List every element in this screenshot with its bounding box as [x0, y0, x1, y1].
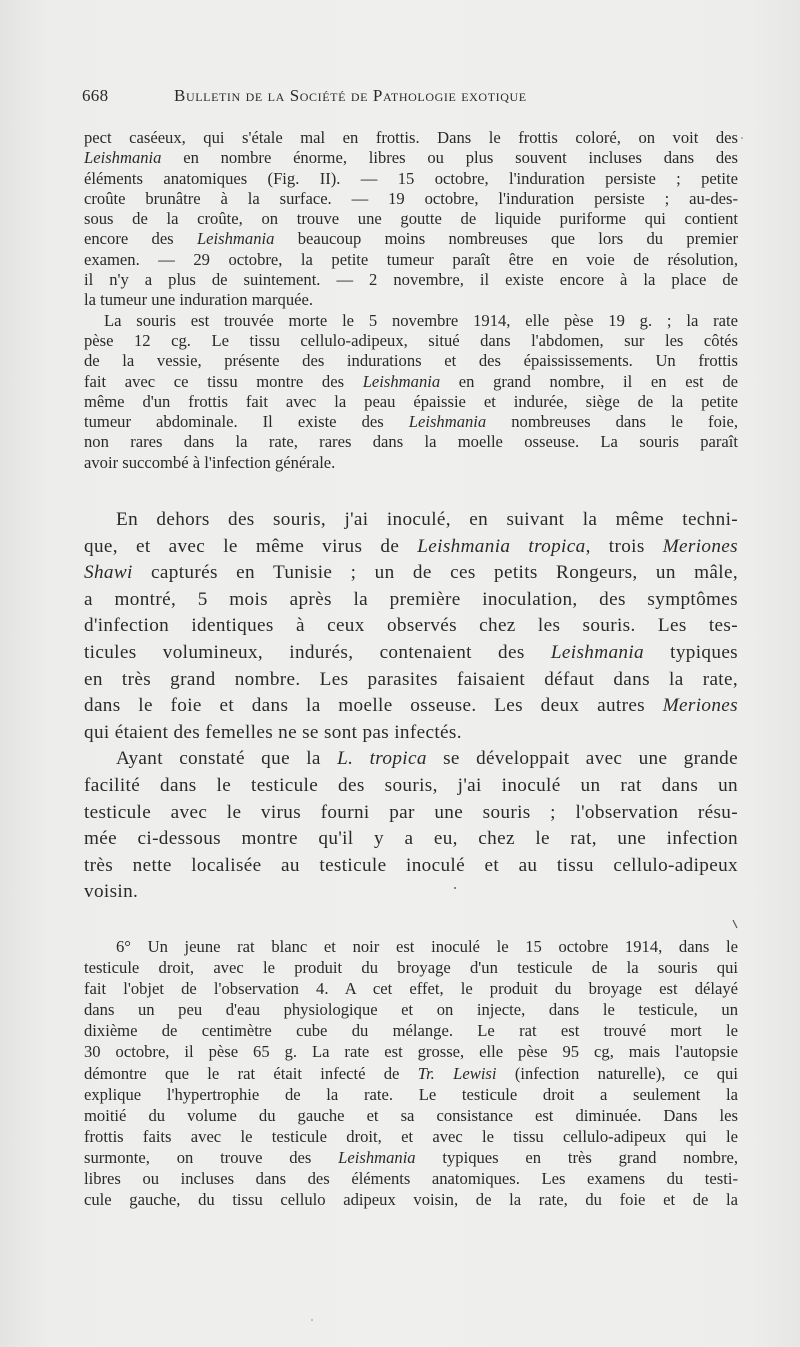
text-run: non rares dans la rate, rares dans la moelle osseuse. La souris paraît	[84, 432, 738, 452]
text-line	[84, 169, 738, 189]
text-line	[84, 667, 738, 694]
text-run: frottis faits avec le testicule droit, et avec le tissu cellulo-adipeux qui le	[84, 1126, 738, 1146]
text-line	[84, 1168, 738, 1189]
text-line	[84, 148, 738, 168]
text-run: la tumeur une induration marquée.	[84, 290, 314, 310]
text-line	[84, 453, 738, 473]
italic-term: Leishmania	[408, 412, 487, 432]
text-run: examen. — 29 octobre, la petite tumeur paraît être en voie de résolution,	[84, 249, 738, 269]
text-run: Ayant constaté que la	[116, 748, 338, 770]
text-run: il n'y a plus de suintement. — 2 novembre, il existe encore à la place de	[84, 270, 738, 290]
text-line	[84, 1189, 738, 1210]
text-line	[84, 693, 738, 720]
text-run: se développait avec une grande	[426, 748, 738, 770]
text-run: éléments anatomiques (Fig. II). — 15 octobre, l'induration persiste ; petite	[84, 168, 738, 188]
text-run: sous de la croûte, on trouve une goutte de liquide puriforme qui contient	[84, 209, 738, 229]
italic-term: Meriones	[662, 695, 738, 717]
italic-term: Leishmania	[196, 229, 275, 249]
text-run: La souris est trouvée morte le 5 novembre 1914, elle pèse 19 g. ; la rate	[104, 310, 738, 330]
text-run: dixième de centimètre cube du mélange. Le rat est trouvé mort le	[84, 1021, 738, 1041]
text-run: en grand nombre, il en est de	[440, 371, 738, 391]
italic-term: Tr. Lewisi	[417, 1063, 497, 1083]
text-line	[84, 587, 738, 614]
italic-term: Leishmania tropica	[417, 535, 586, 557]
text-run: fait l'objet de l'observation 4. A cet effet, le produit du broyage est délayé	[84, 979, 738, 999]
italic-term: Leishmania	[550, 641, 644, 663]
text-run: pect caséeux, qui s'étale mal en frottis. Dans le frottis coloré, on voit des	[84, 128, 738, 147]
text-line	[84, 209, 738, 229]
text-line	[84, 229, 738, 249]
italic-term: Leishmania	[362, 371, 441, 391]
text-line	[84, 392, 738, 412]
text-line	[84, 372, 738, 392]
text-run: libres ou incluses dans des éléments anatomiques. Les examens du testi-	[84, 1169, 738, 1189]
text-run: tumeur abdominale. Il existe des	[84, 412, 409, 432]
text-run: 30 octobre, il pèse 65 g. La rate est grosse, elle pèse 95 cg, mais l'autopsie	[84, 1042, 738, 1062]
text-line	[84, 613, 738, 640]
text-line	[84, 720, 738, 747]
text-run: dans le foie et dans la moelle osseuse. Les deux autres	[84, 695, 663, 717]
text-run: , trois	[585, 535, 663, 557]
text-run: de la vessie, présente des indurations et des épaississements. Un frottis	[84, 351, 738, 371]
text-run: cule gauche, du tissu cellulo adipeux voisin, de la rate, du foie et de la	[84, 1190, 738, 1210]
text-line	[84, 640, 738, 667]
text-run: avoir succombé à l'infection générale.	[84, 452, 336, 472]
page-header	[82, 86, 642, 110]
text-run: mée ci-dessous montre qu'il y a eu, chez le rat, une infection	[84, 828, 738, 850]
page-number: 668	[82, 86, 109, 105]
text-line	[84, 1147, 738, 1168]
text-run: démontre que le rat était infecté de	[84, 1063, 418, 1083]
italic-term: Leishmania	[84, 148, 162, 168]
text-line	[84, 331, 738, 351]
text-run: voisin.	[84, 881, 139, 903]
text-run: croûte brunâtre à la surface. — 19 octobre, l'induration persiste ; au-des-	[84, 188, 738, 208]
paragraph-block-observation-5	[84, 128, 738, 473]
text-line	[84, 189, 738, 209]
text-line	[84, 128, 738, 148]
text-run: que, et avec le même virus de	[84, 535, 418, 557]
text-run: dans un peu d'eau physiologique et on injecte, dans le testicule, un	[84, 1000, 738, 1020]
text-run: typiques	[643, 641, 739, 663]
text-line	[84, 853, 738, 880]
text-line	[84, 1084, 738, 1105]
text-line	[84, 250, 738, 270]
text-run: en très grand nombre. Les parasites faisaient défaut dans la rate,	[84, 668, 738, 690]
text-run: a montré, 5 mois après la première inoculation, des symptômes	[84, 588, 738, 610]
text-run: d'infection identiques à ceux observés chez les souris. Les tes-	[84, 615, 738, 637]
italic-term: Leishmania	[338, 1147, 416, 1167]
text-run: fait avec ce tissu montre des	[84, 371, 363, 391]
text-line	[84, 1020, 738, 1041]
text-line	[84, 412, 738, 432]
running-title: Bulletin de la Société de Pathologie exotique	[174, 86, 527, 105]
text-line	[84, 534, 738, 561]
text-run: testicule avec le virus fourni par une souris ; l'observation résu-	[84, 801, 738, 823]
text-line	[84, 746, 738, 773]
text-run: surmonte, on trouve des	[84, 1147, 339, 1167]
paragraph-block-meriones	[84, 507, 738, 906]
italic-term: Shawi	[84, 562, 133, 584]
text-line	[84, 432, 738, 452]
text-run: en nombre énorme, libres ou plus souvent incluses dans des	[161, 148, 738, 168]
text-run: très nette localisée au testicule inoculé et au tissu cellulo-adipeux	[84, 854, 738, 876]
paragraph-block-observation-6	[84, 936, 738, 1210]
text-line	[84, 773, 738, 800]
text-line	[84, 270, 738, 290]
text-run: même d'un frottis fait avec la peau épaissie et indurée, siège de la petite	[84, 391, 738, 411]
text-run: explique l'hypertrophie de la rate. Le testicule droit a seulement la	[84, 1084, 738, 1104]
text-line	[84, 800, 738, 827]
text-run: moitié du volume du gauche et sa consistance est diminuée. Dans les	[84, 1105, 738, 1125]
text-line	[84, 507, 738, 534]
text-line	[84, 351, 738, 371]
text-run: pèse 12 cg. Le tissu cellulo-adipeux, situé dans l'abdomen, sur les côtés	[84, 330, 738, 350]
text-run: capturés en Tunisie ; un de ces petits Rongeurs, un mâle,	[132, 562, 738, 584]
text-run: beaucoup moins nombreuses que lors du premier	[274, 229, 738, 249]
text-run: En dehors des souris, j'ai inoculé, en suivant la même techni-	[116, 509, 738, 530]
text-line	[84, 290, 738, 310]
text-line	[84, 978, 738, 999]
italic-term: Meriones	[662, 535, 738, 557]
text-line	[84, 560, 738, 587]
text-line	[84, 1126, 738, 1147]
text-line	[84, 879, 738, 906]
text-run: ticules volumineux, indurés, contenaient des	[84, 641, 551, 663]
text-line	[84, 1105, 738, 1126]
italic-term: L. tropica	[337, 748, 427, 770]
text-run: qui étaient des femelles ne se sont pas infectés.	[84, 721, 462, 743]
text-line	[84, 936, 738, 957]
text-run: nombreuses dans le foie,	[486, 412, 739, 432]
text-run: encore des	[84, 229, 197, 249]
text-line	[84, 311, 738, 331]
text-run: 6° Un jeune rat blanc et noir est inoculé le 15 octobre 1914, dans le	[116, 937, 738, 956]
text-line	[84, 826, 738, 853]
text-run: typiques en très grand nombre,	[415, 1147, 738, 1167]
text-line	[84, 1063, 738, 1084]
text-line	[84, 1041, 738, 1062]
text-line	[84, 999, 738, 1020]
text-run: (infection naturelle), ce qui	[496, 1063, 738, 1083]
text-line	[84, 957, 738, 978]
text-run: testicule droit, avec le produit du broyage d'un testicule de la souris qui	[84, 958, 738, 978]
text-run: facilité dans le testicule des souris, j'ai inoculé un rat dans un	[84, 774, 738, 796]
